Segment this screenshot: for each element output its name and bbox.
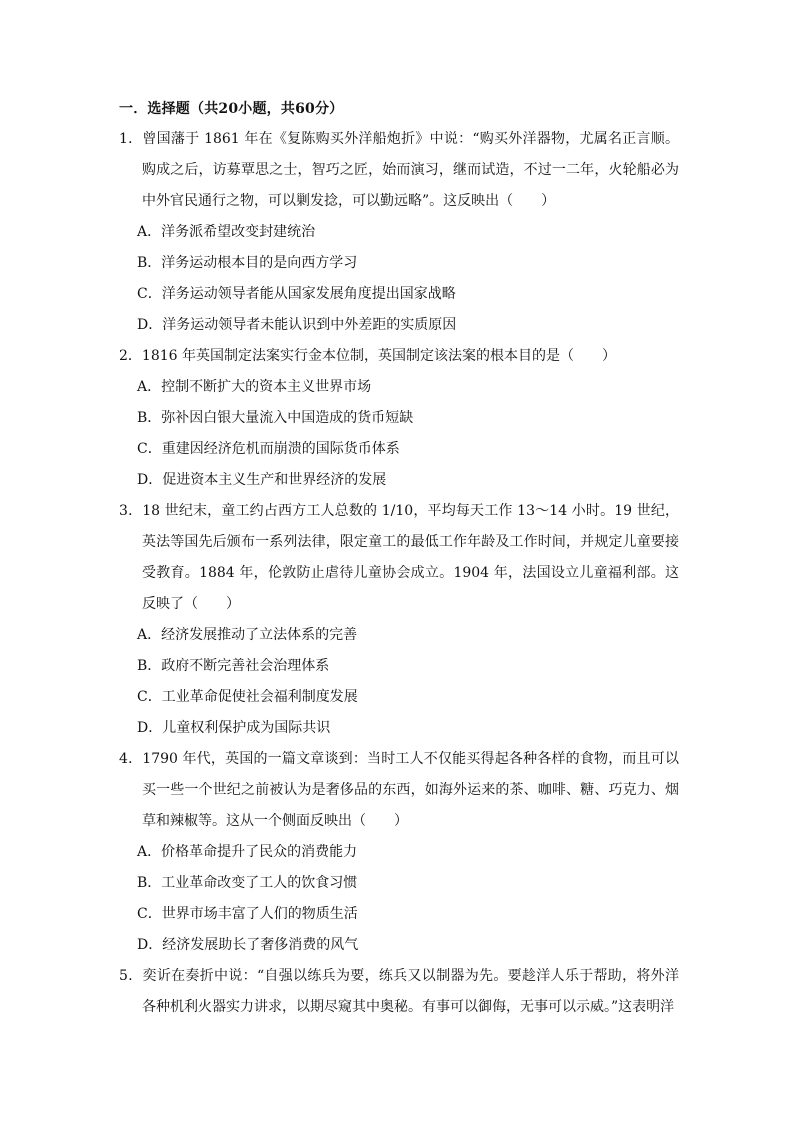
question-list <box>119 124 679 1023</box>
option-list <box>119 620 679 744</box>
option-a[interactable]: A．控制不断扩大的资本主义世界市场 <box>137 379 372 395</box>
option-a[interactable]: A．价格革命提升了民众的消费能力 <box>137 844 358 860</box>
question-4 <box>119 744 679 961</box>
question-2 <box>119 341 679 496</box>
option-d[interactable]: D．促进资本主义生产和世界经济的发展 <box>137 472 387 488</box>
question-stem: 1．曾国藩于 1861 年在《复陈购买外洋船炮折》中说：“购买外洋器物，尤属名正言顺。购成之后，访募覃思之士，智巧之匠，始而演习，继而试造，不过一二年，火轮船必为中外官民通行之物，可以剿发捻，可以勤远略”。这反映出（ ） <box>119 131 679 209</box>
option-b[interactable]: B．工业革命改变了工人的饮食习惯 <box>137 875 358 891</box>
option-c[interactable]: C．洋务运动领导者能从国家发展角度提出国家战略 <box>137 286 456 302</box>
question-stem: 3．18 世纪末，童工约占西方工人总数的 1/10，平均每天工作 13～14 小时。19 世纪，英法等国先后颁布一系列法律，限定童工的最低工作年龄及工作时间，并规定儿童要接受教育。1884 年，伦敦防止虐待儿童协会成立。1904 年，法国设立儿童福利部。这反映了（ ） <box>119 503 679 612</box>
question-5 <box>119 961 679 1023</box>
option-c[interactable]: C．重建因经济危机而崩溃的国际货币体系 <box>137 441 400 457</box>
option-d[interactable]: D．经济发展助长了奢侈消费的风气 <box>137 937 359 953</box>
option-list <box>119 217 679 341</box>
question-stem: 2．1816 年英国制定法案实行金本位制，英国制定该法案的根本目的是（ ） <box>119 348 616 364</box>
option-b[interactable]: B．洋务运动根本目的是向西方学习 <box>137 255 358 271</box>
option-list <box>119 372 679 496</box>
option-d[interactable]: D．洋务运动领导者未能认识到中外差距的实质原因 <box>137 317 457 333</box>
option-b[interactable]: B．政府不断完善社会治理体系 <box>137 658 330 674</box>
question-3 <box>119 496 679 744</box>
question-1 <box>119 124 679 341</box>
option-b[interactable]: B．弥补因白银大量流入中国造成的货币短缺 <box>137 410 414 426</box>
option-a[interactable]: A．经济发展推动了立法体系的完善 <box>137 627 358 643</box>
question-stem: 5．奕䜣在奏折中说：“自强以练兵为要，练兵又以制器为先。要趁洋人乐于帮助，将外洋各种机利火器实力讲求，以期尽窥其中奥秘。有事可以御侮，无事可以示威。”这表明洋 <box>119 968 679 1015</box>
option-d[interactable]: D．儿童权利保护成为国际共识 <box>137 720 331 736</box>
option-c[interactable]: C．工业革命促使社会福利制度发展 <box>137 689 358 705</box>
question-stem: 4．1790 年代，英国的一篇文章谈到：当时工人不仅能买得起各种各样的食物，而且可以买一些一个世纪之前被认为是奢侈品的东西，如海外运来的茶、咖啡、糖、巧克力、烟草和辣椒等。这从一个侧面反映出（ ） <box>119 751 679 829</box>
section-title: 一．选择题（共20小题，共60分） <box>119 101 344 117</box>
option-list <box>119 837 679 961</box>
option-a[interactable]: A．洋务派希望改变封建统治 <box>137 224 316 240</box>
option-c[interactable]: C．世界市场丰富了人们的物质生活 <box>137 906 358 922</box>
